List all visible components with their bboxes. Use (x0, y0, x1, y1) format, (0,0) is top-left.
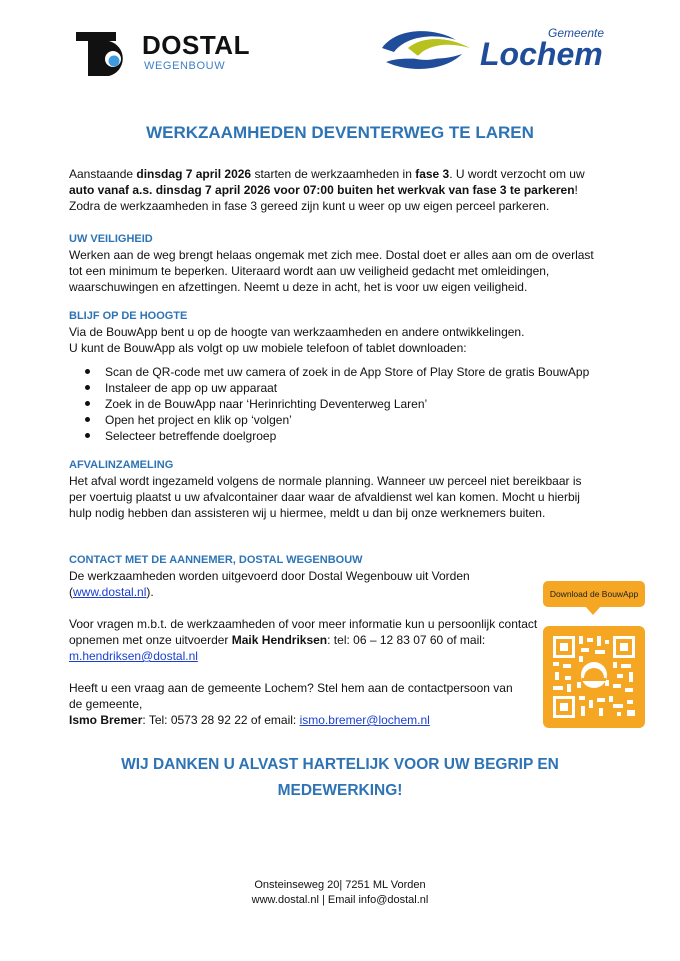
thanks-line-2: MEDEWERKING! (277, 782, 403, 799)
list-item-text: Open het project en klik op ‘volgen’ (105, 413, 292, 427)
bullet-icon (85, 385, 90, 390)
intro-paragraph (69, 166, 599, 214)
download-steps-list (69, 364, 599, 444)
qr-code-panel[interactable] (543, 626, 645, 728)
dostal-logo (76, 30, 250, 80)
list-item (69, 396, 599, 412)
callout-arrow-icon (585, 606, 601, 615)
gemeente-contact-name: Ismo Bremer (69, 713, 143, 727)
list-item-text: Instaleer de app op uw apparaat (105, 381, 278, 395)
footer-contact: www.dostal.nl | Email info@dostal.nl (251, 894, 429, 906)
letter-body (69, 166, 599, 728)
download-bouwapp-label: Download de BouwApp (543, 581, 645, 607)
dostal-wordmark: DOSTAL (142, 30, 250, 60)
footer (0, 878, 680, 908)
section-heading-veiligheid: UW VEILIGHEID (69, 233, 153, 245)
intro-text: Aanstaande (69, 167, 137, 181)
list-item (69, 428, 599, 444)
uitvoerder-name: Maik Hendriksen (231, 633, 328, 647)
afval-text: Het afval wordt ingezameld volgens de normale planning. Wanneer uw perceel niet bereikbaar is per voertuig plaatst u uw afvalcontainer daar waar de afvaldienst wel kan komen. Mocht u hierbij hulp nodig hebben dan assisteren wij u hiermee, meldt u dan bij onze werknemers buiten. (69, 474, 582, 520)
gemeente-email-link[interactable]: ismo.bremer@lochem.nl (299, 713, 430, 727)
veiligheid-text: Werken aan de weg brengt helaas ongemak met zich mee. Dostal doet er alles aan om de overlast tot een minimum te beperken. Uiteraard wordt aan uw veiligheid gedacht met omleidingen, waarschuwingen en afzettingen. Neemt u deze in acht, het is voor uw eigen veiligheid. (69, 248, 594, 294)
lochem-logo (378, 24, 618, 74)
intro-text: . U wordt verzocht om uw (449, 167, 585, 181)
contact-text: : Tel: 0573 28 92 22 of email: (142, 713, 300, 727)
list-item-text: Selecteer betreffende doelgroep (105, 429, 277, 443)
dostal-website-link[interactable]: www.dostal.nl (73, 585, 147, 599)
bullet-icon (85, 433, 90, 438)
bullet-icon (85, 401, 90, 406)
intro-text: starten de werkzaamheden in (251, 167, 416, 181)
hoogte-line-2: U kunt de BouwApp als volgt op uw mobiele telefoon of tablet downloaden: (69, 341, 467, 355)
contact-uitvoerder-paragraph (69, 616, 539, 664)
dostal-emblem-icon (76, 30, 138, 78)
lochem-gemeente-label: Gemeente (548, 26, 605, 40)
paren-open: ( (69, 585, 73, 599)
list-item-text: Zoek in de BouwApp naar ‘Herinrichting Deventerweg Laren’ (105, 397, 428, 411)
intro-text: ! Zodra de werkzaamheden in fase 3 gereed zijn kunt u weer op uw eigen perceel parkeren. (69, 183, 578, 213)
footer-address: Onsteinseweg 20| 7251 ML Vorden (254, 879, 426, 891)
paren-close: ). (146, 585, 154, 599)
qr-code-icon (551, 634, 637, 720)
dostal-subtitle: WEGENBOUW (144, 60, 226, 72)
thanks-line-1: WIJ DANKEN U ALVAST HARTELIJK VOOR UW BEGRIP EN (121, 756, 559, 773)
lochem-wordmark: Lochem (480, 36, 603, 72)
intro-parking-notice: auto vanaf a.s. dinsdag 7 april 2026 voor 07:00 buiten het werkvak van fase 3 te parkeren (69, 183, 575, 197)
section-heading-hoogte: BLIJF OP DE HOOGTE (69, 310, 188, 322)
list-item (69, 364, 599, 380)
hoogte-line-1: Via de BouwApp bent u op de hoogte van werkzaamheden en andere ontwikkelingen. (69, 325, 525, 339)
section-heading-afval: AFVALINZAMELING (69, 459, 174, 471)
contact-text: : tel: 06 – 12 83 07 60 of mail: (327, 633, 486, 647)
contact-text: Voor vragen m.b.t. de werkzaamheden of voor meer informatie kun u persoonlijk contact opnemen met onze uitvoerder (69, 617, 538, 647)
thanks-message (0, 752, 680, 804)
list-item (69, 412, 599, 428)
uitvoerder-email-link[interactable]: m.hendriksen@dostal.nl (69, 649, 198, 663)
list-item-text: Scan de QR-code met uw camera of zoek in de App Store of Play Store de gratis BouwApp (105, 365, 590, 379)
list-item (69, 380, 599, 396)
contact-gemeente-details (69, 712, 599, 728)
lochem-emblem-icon (378, 24, 478, 74)
bullet-icon (85, 417, 90, 422)
bullet-icon (85, 369, 90, 374)
section-heading-contact: CONTACT MET DE AANNEMER, DOSTAL WEGENBOUW (69, 554, 363, 566)
contact-line-1: De werkzaamheden worden uitgevoerd door Dostal Wegenbouw uit Vorden (69, 569, 470, 583)
contact-site-line (69, 584, 599, 600)
page-title: WERKZAAMHEDEN DEVENTERWEG TE LAREN (146, 123, 534, 142)
contact-gemeente-line: Heeft u een vraag aan de gemeente Lochem? Stel hem aan de contactpersoon van de gemeente, (69, 681, 513, 711)
intro-date: dinsdag 7 april 2026 (136, 167, 252, 181)
intro-phase: fase 3 (415, 167, 450, 181)
